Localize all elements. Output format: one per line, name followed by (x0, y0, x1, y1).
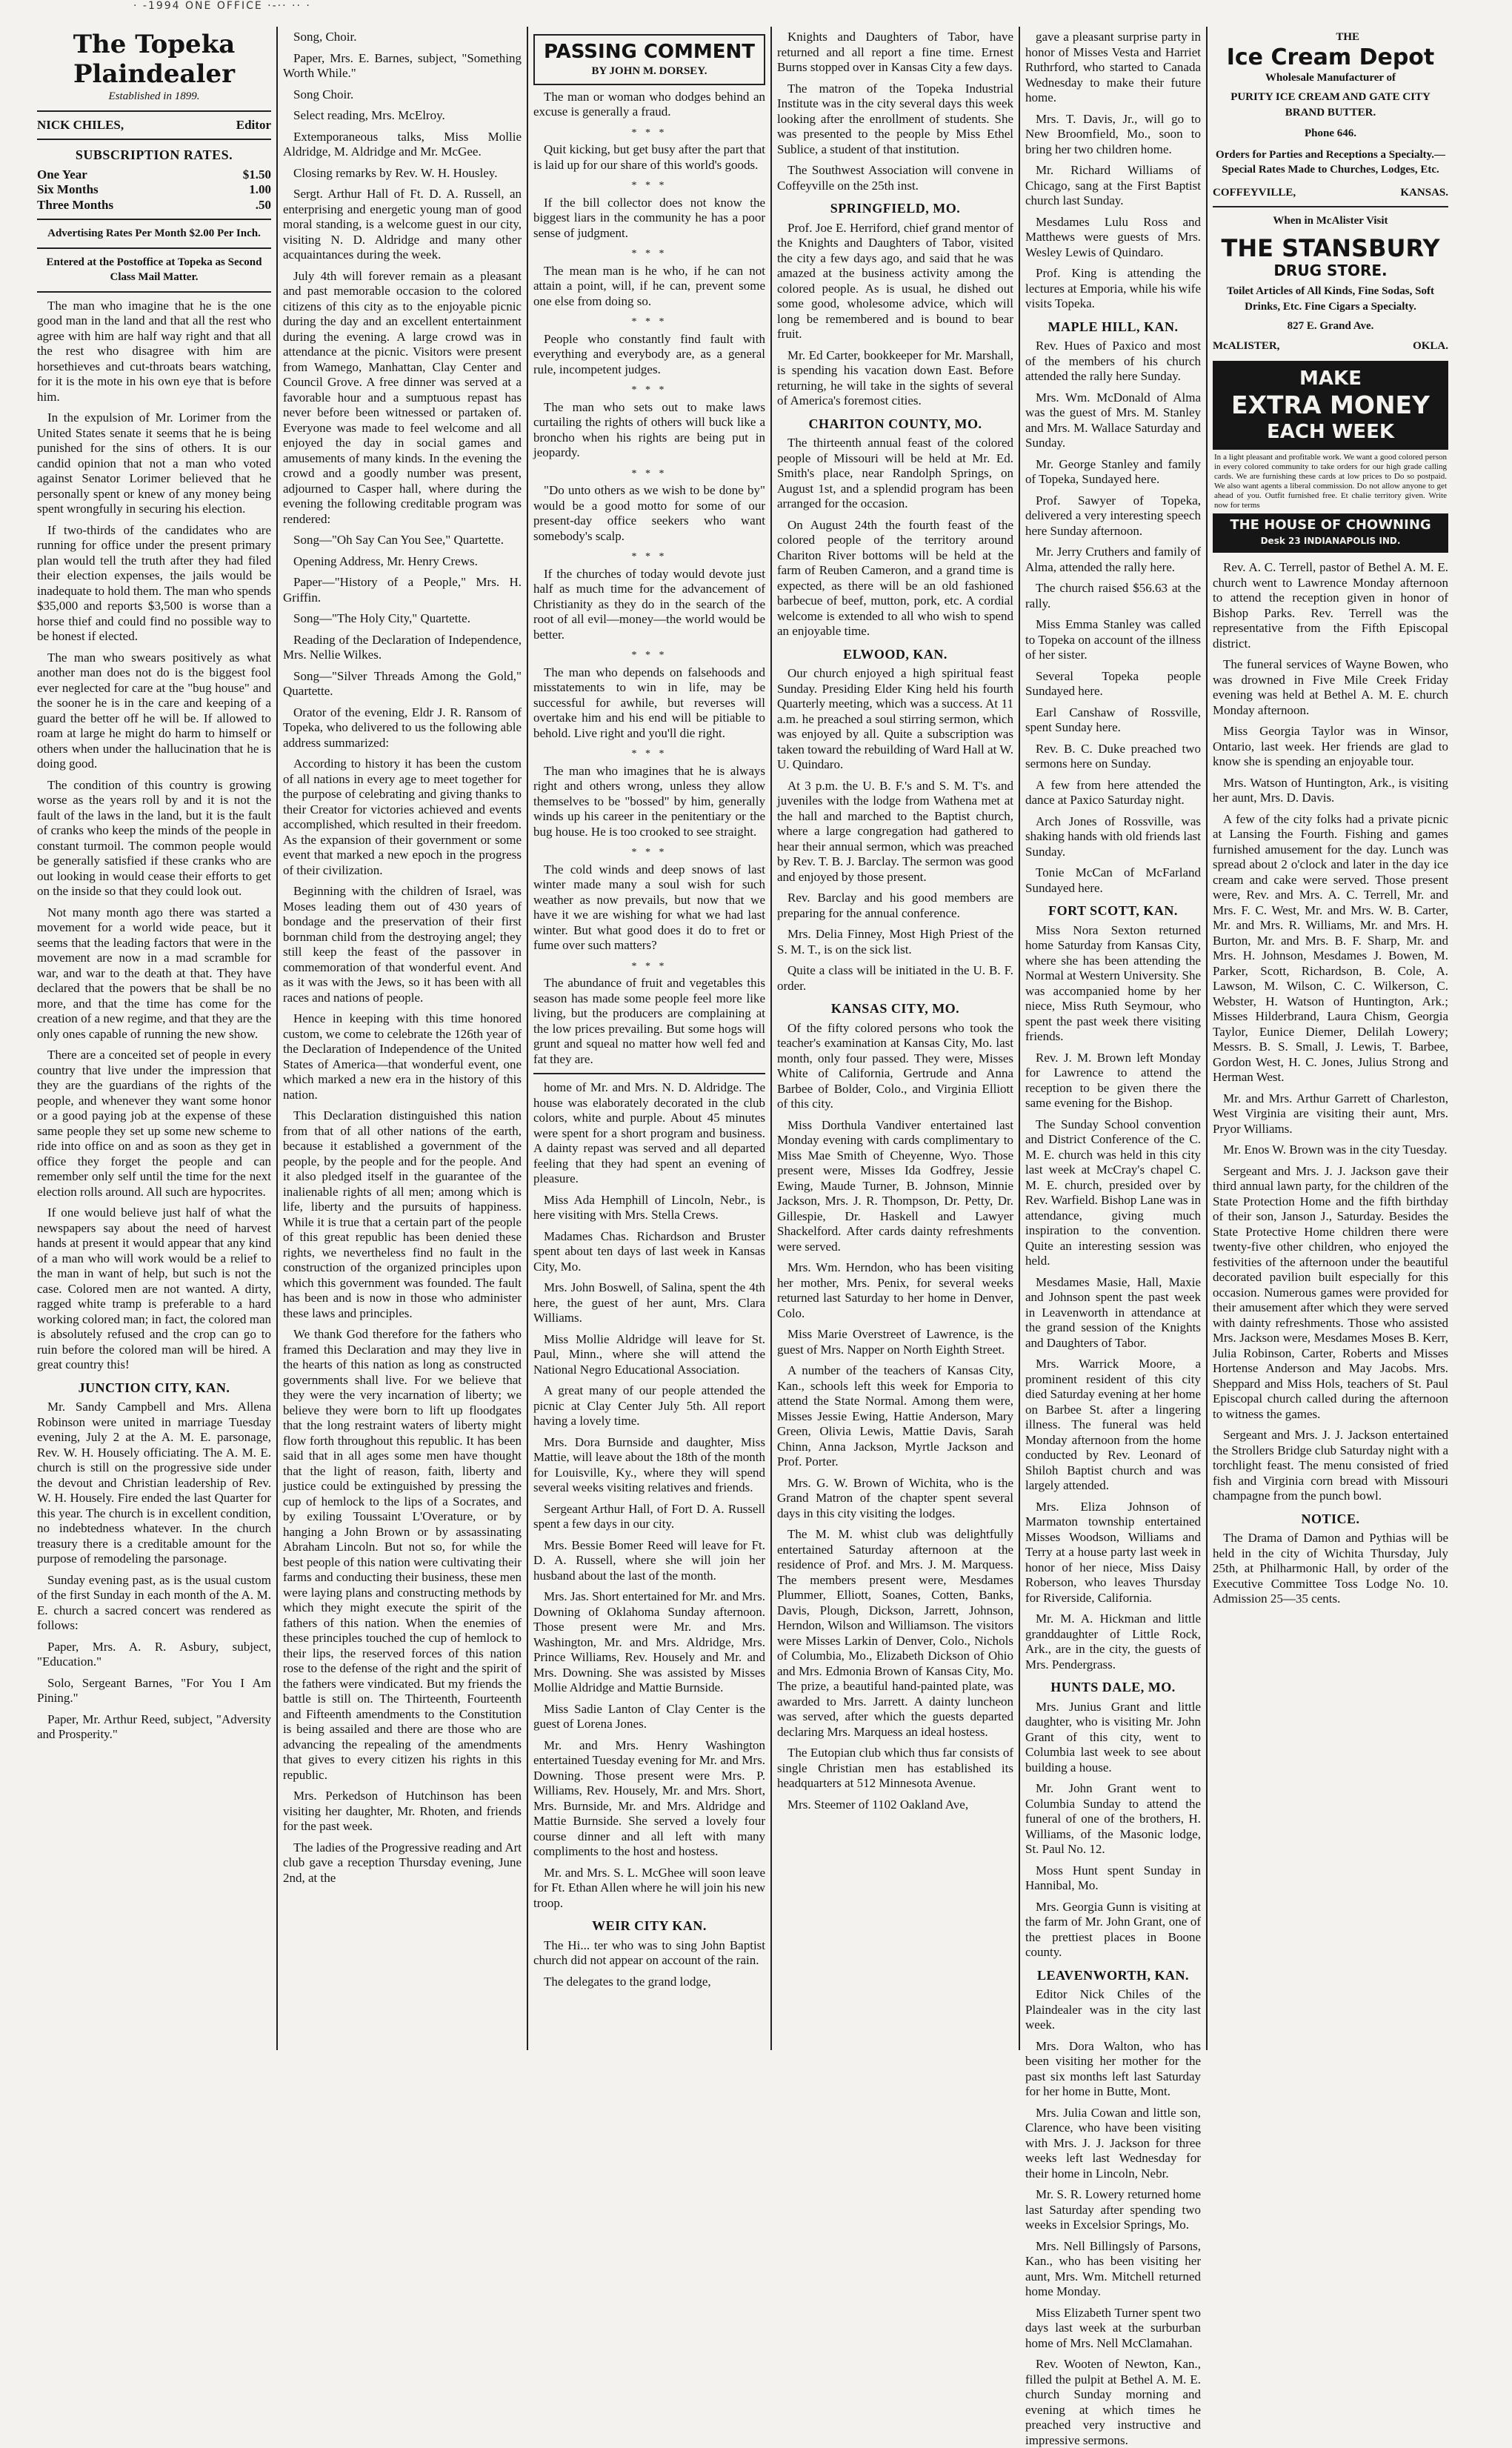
comment-paragraph: The mean man is he who, if he can not attain a point, will, if he can, prevent some one else from doing so. (533, 264, 765, 310)
paragraph: Sergt. Arthur Hall of Ft. D. A. Russell, an enterprising and energetic young man of good moral standing, is a welcome guest in our city, visiting N. D. Aldridge and many other acquaintances during the week. (283, 187, 522, 263)
subscription-rates-heading: SUBSCRIPTION RATES. (37, 147, 271, 163)
paragraph: Mrs. Wm. McDonald of Alma was the guest of Mrs. M. Stanley and Mrs. M. Wallace Saturday and Sunday. (1025, 390, 1201, 451)
section-heading: LEAVENWORTH, KAN. (1025, 1968, 1201, 1983)
paragraph: The M. M. whist club was delightfully entertained Saturday afternoon at the residence of Prof. and Mrs. J. M. Marquess. The members present were, Mesdames Plummer, Elliott, Soanes, Cotten, Banks, Davis, Plough, Dickson, Jarrett, Johnson, Herndon, Wilson and Williamson. The visitors were Misses Larkin of Denver, Colo., Nichols of Columbia, Mo., Elizabeth Dickson of Ohio and Mrs. Edmonia Brown of Kansas City, Mo. The prize, a beautiful hand-painted plate, was awarded to Mrs. Jarrett. A dainty luncheon was served, after which the guests departed declaring Mrs. Marquess an ideal hostess. (777, 1527, 1013, 1740)
notice-text: The Drama of Damon and Pythias will be held in the city of Wichita Thursday, July 25th, at Philharmonic Hall, by order of the Executive Committee Toss Lodge No. 10. Admission 25—35 cents. (1213, 1531, 1448, 1607)
paragraph: We thank God therefore for the fathers who framed this Declaration and may they live in the hearts of this nation as long as constructed governments shall live. For we believe that they were the very incarnation of liberty; we believe they were born to lift up floodgates that the long restraint waters of liberty might flow forth throughout this republic. It has been said that in all ages some men have thought that the light of reason, faith, liberty and justice could be extinguished by pressing the cup of hemlock to the lips of a Socrates, and by exiling Toussaint L'Overature, or by hanging a John Brown or by assassinating Abraham Lincoln. But not so, for while the best people of this nation were cultivating their farms and conducting their business, these men were laying plans and constructing methods by which they might execute the spirit of the fathers of this nation. When the enemies of these principles touched the cup of hemlock to their lips, the reserved forces of this nation rose to the defense of the right and the spirit of the fathers were vindicated. But my friends the battle is still on. The Thirteenth, Fourteenth and Fifteenth amendments to the Constitution is being assailed and there are those who are advancing the repealing of the amendments that gives to every citizen his rights in this republic. (283, 1327, 522, 1783)
paragraph: If two-thirds of the candidates who are running for office under the present primary plan would tell the truth after they had filed their election expenses, the jails would be inadequate to hold them. The man who spends $35,000 and reports $3,500 is worse than a horse thief and could find no possible way to be honest if elected. (37, 523, 271, 645)
paragraph: The ladies of the Progressive reading and Art club gave a reception Thursday evening, June 2nd, at the (283, 1840, 522, 1886)
paragraph: Tonie McCan of McFarland Sundayed here. (1025, 865, 1201, 896)
comment-paragraph: The abundance of fruit and vegetables this season has made some people feel more like living, but the producers are complaining at the low prices prevailing. But some hogs will grunt and squeal no matter how well fed and fat they are. (533, 976, 765, 1067)
chowning-fine-print: In a light pleasant and profitable work. We want a good colored person in every colored community to take orders for our high grade calling cards. We are furnishing these cards at low prices to Do so postpaid. We also want agents a liberal commission. Do not allow anyone to get ahead of you. Outfit furnished free. Et chalie territory given. Write now for terms (1213, 450, 1448, 513)
paragraph: Rev. B. C. Duke preached two sermons here on Sunday. (1025, 742, 1201, 772)
comment-paragraph: The man who sets out to make laws curtailing the rights of others will buck like a broncho when his rights are being put in jeopardy. (533, 400, 765, 461)
paragraph: Rev. A. C. Terrell, pastor of Bethel A. M. E. church went to Lawrence Monday afternoon to attend the reception given in honor of Bishop Parks. Rev. Terrell was the representative from the Fifth Episcopal district. (1213, 560, 1448, 651)
paragraph: The matron of the Topeka Industrial Institute was in the city several days this week looking after the enrollment of students. She was presented to the people by Miss Ethel Sublice, a student of that institution. (777, 82, 1013, 158)
paragraph: Mrs. Dora Burnside and daughter, Miss Mattie, will leave about the 18th of the month for Louisville, Ky., where they will spend several weeks visiting relatives and friends. (533, 1435, 765, 1496)
section-heading: HUNTS DALE, MO. (1025, 1680, 1201, 1695)
paragraph: Editor Nick Chiles of the Plaindealer was in the city last week. (1025, 1987, 1201, 2033)
paragraph: Mrs. Wm. Herndon, who has been visiting her mother, Mrs. Penix, for several weeks returned last Saturday to her home in Denver, Colo. (777, 1260, 1013, 1321)
paragraph: The Hi... ter who was to sing John Baptist church did not appear on account of the rain. (533, 1938, 765, 1969)
ice-cream-depot-title: Ice Cream Depot (1213, 45, 1448, 70)
regional-news (777, 201, 1013, 1812)
chowning-headline: EXTRA MONEY (1217, 390, 1444, 420)
section-heading: SPRINGFIELD, MO. (777, 201, 1013, 216)
column-6 (1213, 30, 1448, 2047)
junction-city-news (37, 1400, 271, 1743)
paragraph: On August 24th the fourth feast of the colored people of the territory around Chariton River bottoms will be held at the farm of Reuben Cameron, and a grand time is expected, as there will be an old fashioned barbecue of beef, mutton, pork, etc. A cordial welcome is extended to all who wish to spend an enjoyable time. (777, 518, 1013, 639)
paragraph: Song, Choir. (283, 30, 522, 45)
paragraph: The thirteenth annual feast of the colored people of Missouri will be held at Mr. Ed. Smith's place, near Randolph Springs, on August 1st, and a splendid program has been arranged for the occasion. (777, 436, 1013, 512)
rate-price: .50 (256, 198, 271, 213)
paragraph: Paper, Mrs. A. R. Asbury, subject, "Education." (37, 1640, 271, 1670)
editorial-paragraphs (37, 299, 271, 1373)
paragraph: Moss Hunt spent Sunday in Hannibal, Mo. (1025, 1863, 1201, 1894)
stansbury-subtitle: DRUG STORE. (1213, 263, 1448, 279)
paragraph: Mrs. G. W. Brown of Wichita, who is the Grand Matron of the chapter spent several days in this city visiting the lodges. (777, 1476, 1013, 1522)
rate-price: 1.00 (249, 182, 271, 198)
top-strip: · -1994 ONE OFFICE ·-·· ·· · (0, 0, 1512, 21)
paragraph: Rev. Barclay and his good members are preparing for the annual conference. (777, 891, 1013, 921)
star-separator: * * * (533, 648, 765, 664)
paragraph: Rev. J. M. Brown left Monday for Lawrence to attend the reception to be given there the same evening for the Bishop. (1025, 1051, 1201, 1111)
comment-paragraph: "Do unto others as we wish to be done by" would be a good motto for some of our present-day office seekers who want somebody's scalp. (533, 483, 765, 544)
editor-role: Editor (236, 118, 271, 133)
paragraph: Song—"Oh Say Can You See," Quartette. (283, 533, 522, 548)
chowning-footer (1213, 513, 1448, 553)
paragraph: Mrs. Junius Grant and little daughter, who is visiting Mr. John Grant of this city, went to Columbia last week to see about building a house. (1025, 1700, 1201, 1776)
paragraph: Madames Chas. Richardson and Bruster spent about ten days of last week in Kansas City, Mo. (533, 1229, 765, 1275)
section-heading: JUNCTION CITY, KAN. (37, 1380, 271, 1396)
paragraph: Song—"The Holy City," Quartette. (283, 611, 522, 627)
paragraph: Several Topeka people Sundayed here. (1025, 669, 1201, 699)
stansbury-goods: Toilet Articles of All Kinds, Fine Sodas, Soft Drinks, Etc. Fine Cigars a Specialty. (1213, 284, 1448, 314)
star-separator: * * * (533, 315, 765, 330)
paragraph: Song Choir. (283, 87, 522, 103)
paragraph: Mr. George Stanley and family of Topeka, Sundayed here. (1025, 457, 1201, 488)
rate-term: Six Months (37, 182, 99, 198)
paragraph: Miss Georgia Taylor was in Winsor, Ontario, last week. Her friends are glad to know she is spending an enjoyable tour. (1213, 724, 1448, 770)
paragraph: Not many month ago there was started a movement for a world wide peace, but it seems that the leading factors that were in the movement are now in a mad scramble for war, and war to the death at that. They have declared that the powers that be shall be no more, and that the time has come for the creation of a new regime, and that they are the only ones capable of running the new show. (37, 905, 271, 1042)
column-rule (276, 27, 278, 2050)
paragraph: Beginning with the children of Israel, was Moses leading them out of 430 years of bondage and the preservation of their first bornman child from the destroying angel; they still keep the feast of the passover in commemoration of that wonderful event. And as it was with the Jews, so it has been with all races and nations of people. (283, 884, 522, 1005)
paragraph: Mrs. John Boswell, of Salina, spent the 4th here, the guest of her aunt, Mrs. Clara Williams. (533, 1280, 765, 1326)
editor-name: NICK CHILES, (37, 118, 124, 133)
star-separator: * * * (533, 845, 765, 861)
paragraph: Mr. Richard Williams of Chicago, sang at the First Baptist church last Sunday. (1025, 163, 1201, 209)
paragraph: The Southwest Association will convene in Coffeyville on the 25th inst. (777, 163, 1013, 193)
paragraph: Song—"Silver Threads Among the Gold," Quartette. (283, 669, 522, 699)
comment-paragraphs (533, 90, 765, 1068)
paragraph: Miss Dorthula Vandiver entertained last Monday evening with cards complimentary to Miss Mae Smith of Cheyenne, Wyo. Those present were, Misses Ida Godfrey, Jessie Ewing, Maude Turner, B. Johnson, Minnie Jackson, Mrs. J. R. Thompson, Dr. Petty, Dr. Gillespie, Dr. Haskell and Lawyer Shackelford. After cards dainty refreshments were served. (777, 1118, 1013, 1255)
paragraph: At 3 p.m. the U. B. F.'s and S. M. T's. and juveniles with the lodge from Wathena met at the hall and marched to the Baptist church, where a large congregation had gathered to hear their annual sermon, which was preached by Rev. T. B. J. Barclay. The sermon was good and enjoyed by those present. (777, 779, 1013, 885)
section-heading: KANSAS CITY, MO. (777, 1001, 1013, 1017)
paragraph: Mr. and Mrs. S. L. McGhee will soon leave for Ft. Ethan Allen where he will join his new troop. (533, 1866, 765, 1912)
established-line: Established in 1899. (37, 89, 271, 104)
paragraph: A few of the city folks had a private picnic at Lansing the Fourth. Fishing and games furnished amusement for the day. Lunch was spread about 2 o'clock and later in the day ice cream and cake were served. Those present were, Rev. and Mrs. A. C. Terrell, Mr. and Mrs. F. C. West, Mr. and Mrs. W. B. Carter, Mr. and Mrs. R. Williams, Mr. and Mrs. H. Burton, Mr. and Mrs. B. F. Sharp, Mr. and Mrs. H. Johnson, Mesdames J. Bowen, M. Parker, Scott, Richardson, B. Cole, A. Lawson, M. Wilson, C. C. Wilkerson, C. Webster, H. Watson of Huntington, Ark.; Misses Hilderbrand, Laura Chism, Georgia Taylor, Eunice Diemer, Delilah Lowery; Messrs. B. S. Small, J. Lewis, T. Barbee, Gordon West, H. C. Jones, Julius Strong and Herman West. (1213, 812, 1448, 1085)
paragraph: Quite a class will be initiated in the U. B. F. order. (777, 963, 1013, 994)
comment-paragraph: Quit kicking, but get busy after the part that is laid up for our share of this world's goods. (533, 142, 765, 173)
paragraph: Mr. M. A. Hickman and little granddaughter of Little Rock, Ark., are in the city, the guests of Mrs. Pendergrass. (1025, 1612, 1201, 1672)
paragraph: Mrs. T. Davis, Jr., will go to New Broomfield, Mo., soon to bring her two children home. (1025, 112, 1201, 158)
paragraph: The Eutopian club which thus far consists of single Christian men has established its headquarters at 512 Minnesota Avenue. (777, 1746, 1013, 1792)
paragraph: Opening Address, Mr. Henry Crews. (283, 554, 522, 570)
rate-row (37, 198, 271, 213)
paragraph: Prof. Joe E. Herriford, chief grand mentor of the Knights and Daughters of Tabor, visited the city a few days ago, and said that he was amazed at the business activity among the colored people. As is usual, he dished out some good, wholesome advice, which will long be remembered and is bound to bear fruit. (777, 221, 1013, 342)
paragraph: Our church enjoyed a high spiritual feast Sunday. Presiding Elder King held his fourth Quarterly meeting, which was a success. At 11 a.m. he preached a soul stirring sermon, which was enjoyed by all. Quite a subscription was taken toward the rebuilding of Ward Hall at W. U. Quindaro. (777, 666, 1013, 773)
ad-state: KANSAS. (1400, 185, 1448, 201)
paragraph: Miss Marie Overstreet of Lawrence, is the guest of Mrs. Napper on North Eighth Street. (777, 1327, 1013, 1357)
star-separator: * * * (533, 959, 765, 975)
regional-news (1025, 319, 1201, 2448)
local-news (533, 1080, 765, 1911)
ad-intro: When in McAlister Visit (1213, 213, 1448, 229)
paragraph: Mr. S. R. Lowery returned home last Saturday after spending two weeks in Excelsior Springs, Mo. (1025, 2187, 1201, 2233)
comment-paragraph: The man who depends on falsehoods and misstatements to win in life, may be successful for awhile, but reverses will overtake him and his end will be pitiable to behold. Live right and you'll die right. (533, 665, 765, 742)
paragraph: Extemporaneous talks, Miss Mollie Aldridge, M. Aldridge and Mr. McGee. (283, 130, 522, 160)
advertising-rates: Advertising Rates Per Month $2.00 Per Inch. (37, 226, 271, 242)
intro-paragraphs (777, 30, 1013, 193)
paragraph: Arch Jones of Rossville, was shaking hands with old friends last Sunday. (1025, 814, 1201, 860)
star-separator: * * * (533, 467, 765, 482)
section-heading: ELWOOD, KAN. (777, 647, 1013, 662)
paragraph: A number of the teachers of Kansas City, Kan., schools left this week for Emporia to attend the State Normal. Among them were, Misses Jessie Ewing, Hattie Anderson, Mary Green, Olivia Lewis, Mattie Davis, Sarah Chinn, Anna Jackson, Myrtle Jackson and Prof. Porter. (777, 1363, 1013, 1470)
comment-paragraph: The cold winds and deep snows of last winter made many a soul wish for such weather as now prevails, but now that we have it we are wishing for what we had last winter. But what good does it do to fret or fume over such matters? (533, 862, 765, 954)
ad-city: COFFEYVILLE, (1213, 185, 1296, 201)
section-heading: WEIR CITY KAN. (533, 1918, 765, 1934)
paragraph: Rev. Hues of Paxico and most of the members of his church attended the rally here Sunday. (1025, 339, 1201, 385)
paragraph: July 4th will forever remain as a pleasant and past memorable occasion to the colored citizens of this city as to the enjoyable picnic during the day and an excellent entertainment during the evening. A large crowd was in attendance at the picnic. Visitors were present from Wamego, Manhattan, Clay Center and Council Grove. A free dinner was served at a favorable hour and a sumptuous repast has never before been witnessed or partaken of. Everyone was made to feel welcome and all enjoyed the day in social games and amusements of many kinds. In the evening the crowd and a goodly number was present, adjourned to Casper hall, where during the evening the following creditable program was rendered: (283, 269, 522, 528)
paragraph: Earl Canshaw of Rossville, spent Sunday here. (1025, 705, 1201, 736)
paragraph: Miss Sadie Lanton of Clay Center is the guest of Lorena Jones. (533, 1702, 765, 1732)
chowning-address: Desk 23 INDIANAPOLIS IND. (1217, 533, 1444, 549)
paragraph: Reading of the Declaration of Independence, Mrs. Nellie Wilkes. (283, 633, 522, 663)
passing-comment-box (533, 34, 765, 85)
paragraph: The Sunday School convention and District Conference of the C. M. E. church was held in this city last week at McCray's chapel C. M. E. church, presided over by Rev. Warfield. Bishop Lane was in attendance, giving much inspiration to the convention. Quite an interesting session was held. (1025, 1117, 1201, 1269)
paragraph: Prof. Sawyer of Topeka, delivered a very interesting speech here Sunday afternoon. (1025, 493, 1201, 539)
paragraph: Miss Mollie Aldridge will leave for St. Paul, Minn., where she will attend the National Negro Educational Association. (533, 1332, 765, 1378)
paragraph: Closing remarks by Rev. W. H. Housley. (283, 166, 522, 182)
paragraph: Select reading, Mrs. McElroy. (283, 108, 522, 124)
rate-term: One Year (37, 167, 87, 183)
chowning-each-week: EACH WEEK (1217, 420, 1444, 444)
paragraph: Miss Emma Stanley was called to Topeka on account of the illness of her sister. (1025, 617, 1201, 663)
rates-table (37, 167, 271, 213)
paragraph: Mesdames Lulu Ross and Matthews were guests of Mrs. Wesley Lewis of Quindaro. (1025, 215, 1201, 261)
stansbury-address: 827 E. Grand Ave. (1213, 319, 1448, 334)
paragraph: Miss Nora Sexton returned home Saturday from Kansas City, where she has been attending the Normal at Western University. She was accompanied home by her niece, Miss Ruth Seymour, who spent the past week there visiting friends. (1025, 923, 1201, 1045)
star-separator: * * * (533, 247, 765, 262)
ad-products: PURITY ICE CREAM AND GATE CITY BRAND BUTTER. (1213, 90, 1448, 120)
column-3 (533, 30, 765, 2047)
paragraph: Sunday evening past, as is the usual custom of the first Sunday in each month of the A. M. E. church a sacred concert was rendered as follows: (37, 1573, 271, 1634)
section-heading: FORT SCOTT, KAN. (1025, 903, 1201, 919)
passing-comment-byline: BY JOHN M. DORSEY. (541, 64, 758, 79)
comment-paragraph: If the bill collector does not know the biggest liars in the community he has a poor sense of judgment. (533, 196, 765, 242)
rate-row (37, 182, 271, 198)
rate-term: Three Months (37, 198, 113, 213)
paragraph: Knights and Daughters of Tabor, have returned and all report a fine time. Ernest Burns stopped over in Kansas City a few days. (777, 30, 1013, 76)
paragraph: Mr. Enos W. Brown was in the city Tuesday. (1213, 1142, 1448, 1158)
paragraph: Mrs. Steemer of 1102 Oakland Ave, (777, 1797, 1013, 1813)
paragraph: Mrs. Watson of Huntington, Ark., is visiting her aunt, Mrs. D. Davis. (1213, 776, 1448, 806)
paragraph: According to history it has been the custom of all nations in every age to meet together for the purpose of celebrating and giving thanks to their Creator for victories achieved and events accomplished, which resulted in their freedom. As the expansion of their government or some event that marked a new epoch in the progress of their civilization. (283, 756, 522, 878)
ad-phone: Phone 646. (1213, 126, 1448, 142)
paragraph: Sergeant Arthur Hall, of Fort D. A. Russell spent a few days in our city. (533, 1502, 765, 1532)
chowning-ad (1213, 361, 1448, 450)
column-rule (527, 27, 528, 2050)
paragraph: Sergeant and Mrs. J. J. Jackson entertained the Strollers Bridge club Saturday night with a torchlight feast. The menu consisted of fried fish and Virginia corn bread with Missouri champagne from the punch bowl. (1213, 1428, 1448, 1504)
paragraph: Mrs. Warrick Moore, a prominent resident of this city died Saturday evening at her home on Barbee St. after a lingering illness. The funeral was held Monday afternoon from the home conducted by Rev. Leonard of Shiloh Baptist church and was largely attended. (1025, 1357, 1201, 1494)
star-separator: * * * (533, 550, 765, 565)
stansbury-drug-ad (1213, 213, 1448, 353)
column-rule (1019, 27, 1020, 2050)
paragraph: A great many of our people attended the picnic at Clay Center July 5th. All report having a lovely time. (533, 1383, 765, 1429)
paragraph: The funeral services of Wayne Bowen, who was drowned in Five Mile Creek Friday evening was held at Bethel A. M. E. church Monday afternoon. (1213, 657, 1448, 718)
paragraph: The delegates to the grand lodge, (533, 1975, 765, 1990)
comment-paragraph: The man or woman who dodges behind an excuse is generally a fraud. (533, 90, 765, 120)
comment-paragraph: People who constantly find fault with everything and everybody are, as a general rule, incompetent judges. (533, 332, 765, 378)
paragraph: Paper, Mr. Arthur Reed, subject, "Adversity and Prosperity." (37, 1712, 271, 1743)
paragraph: Mrs. Dora Walton, who has been visiting her mother for the past six months left last Saturday for her home in Butte, Mont. (1025, 2039, 1201, 2100)
paragraph: The man who swears positively as what another man does not do is the biggest fool ever neglected for care at the "bug house" and the sooner he is in the care and keeping of a guard the better off he will be. If allowed to roam at large he might do harm to himself or others when under the hallucination that he is doing good. (37, 651, 271, 772)
paragraph: Solo, Sergeant Barnes, "For You I Am Pining." (37, 1676, 271, 1706)
column-rule (1206, 27, 1208, 2050)
paragraph: Mr. Sandy Campbell and Mrs. Allena Robinson were united in marriage Tuesday evening, July 2 at the A. M. E. parsonage, Rev. W. H. Housely officiating. The A. M. E. church is still on the progressive side under the devout and Christian leadership of Rev. W. H. Housely. Fire ended the last Quarter for this year. The church is in excellent condition, no indebtedness whatever. In the church treasury there is a creditable amount for the purpose of remodeling the parsonage. (37, 1400, 271, 1567)
ad-city: McALISTER, (1213, 339, 1279, 354)
july-fourth-report (283, 30, 522, 1886)
stansbury-title: THE STANSBURY (1213, 233, 1448, 263)
paragraph: Mrs. Eliza Johnson of Marmaton township entertained Misses Woodson, Williams and Terry at a house party last week in honor of her niece, Miss Daisy Roberson, who leaves Thursday for Riverside, California. (1025, 1500, 1201, 1606)
ad-subtitle: Wholesale Manufacturer of (1213, 70, 1448, 86)
masthead-title: The Topeka Plaindealer (37, 30, 271, 89)
paragraph: Mrs. Delia Finney, Most High Priest of the S. M. T., is on the sick list. (777, 927, 1013, 957)
paragraph: A few from here attended the dance at Paxico Saturday night. (1025, 778, 1201, 808)
star-separator: * * * (533, 179, 765, 194)
paragraph: Rev. Wooten of Newton, Kan., filled the pulpit at Bethel A. M. E. church Sunday morning and evening at which times he preached very instructive and impressive sermons. (1025, 2357, 1201, 2448)
column-5 (1025, 30, 1201, 2047)
paragraph: Mesdames Masie, Hall, Maxie and Johnson spent the past week in Leavenworth in attendance at the grand session of the Knights and Daughters of Tabor. (1025, 1275, 1201, 1351)
rate-row (37, 167, 271, 183)
paragraph: The man who imagine that he is the one good man in the land and that all the rest who agree with him are half way right and that all the rest who disagree with him are horsethieves and cut-throats bears watching, for it is the mote in his own eye that is before him. (37, 299, 271, 405)
paragraph: Prof. King is attending the lectures at Emporia, while his wife visits Topeka. (1025, 266, 1201, 312)
paragraph: Mr. John Grant went to Columbia Sunday to attend the funeral of one of the brothers, H. Williams, of the Masonic lodge, St. Paul No. 12. (1025, 1781, 1201, 1857)
ice-cream-depot-ad (1213, 30, 1448, 200)
section-heading: MAPLE HILL, KAN. (1025, 319, 1201, 335)
paragraph: Miss Elizabeth Turner spent two days last week at the surburban home of Mrs. Nell McClamahan. (1025, 2306, 1201, 2352)
chowning-house: THE HOUSE OF CHOWNING (1217, 518, 1444, 533)
paragraph: gave a pleasant surprise party in honor of Misses Vesta and Harriet Ruthrford, who started to Canada Wednesday to make their future home. (1025, 30, 1201, 106)
paragraph: Mr. and Mrs. Arthur Garrett of Charleston, West Virginia are visiting their aunt, Mrs. Pryor Williams. (1213, 1091, 1448, 1137)
local-news (1213, 560, 1448, 1504)
paragraph: In the expulsion of Mr. Lorimer from the United States senate it seems that he is being punished for the sins of others. It is our candid opinion that not a man who voted against Senator Lorimer believed that he personally spent or knew of any money being spent wrongfully in securing his election. (37, 410, 271, 517)
column-rule (770, 27, 772, 2050)
passing-comment-title: PASSING COMMENT (541, 40, 758, 64)
ad-orders: Orders for Parties and Receptions a Specialty.—Special Rates Made to Churches, Lodges, Etc. (1213, 147, 1448, 178)
rate-price: $1.50 (243, 167, 271, 183)
paragraph: The church raised $56.63 at the rally. (1025, 581, 1201, 611)
paragraph: Mrs. Georgia Gunn is visiting at the farm of Mr. John Grant, one of the prettiest places in Boone county. (1025, 1900, 1201, 1960)
entered-notice: Entered at the Postoffice at Topeka as Second Class Mail Matter. (37, 255, 271, 285)
section-heading: CHARITON COUNTY, MO. (777, 416, 1013, 432)
ad-small-title: THE (1213, 30, 1448, 45)
paragraph: Paper, Mrs. E. Barnes, subject, "Something Worth While." (283, 51, 522, 82)
paragraph: home of Mr. and Mrs. N. D. Aldridge. The house was elaborately decorated in the club colors, white and purple. About 45 minutes were spent for a short program and business. A dainty repast was served and all departed feeling that they had spent an evening of pleasure. (533, 1080, 765, 1187)
column-2 (283, 30, 522, 2047)
paragraph: Mr. Jerry Cruthers and family of Alma, attended the rally here. (1025, 545, 1201, 575)
paragraph: Mr. Ed Carter, bookkeeper for Mr. Marshall, is spending his vacation down East. Before returning, he will take in the sights of several of America's foremost cities. (777, 348, 1013, 409)
paragraph: Of the fifty colored persons who took the teacher's examination at Kansas City, Mo. last month, only four passed. They were, Misses White of California, Gertrude and Anna Barbee of Bolder, Colo., and Virginia Elliott of this city. (777, 1021, 1013, 1112)
star-separator: * * * (533, 126, 765, 142)
paragraph: Orator of the evening, Eldr J. R. Ransom of Topeka, who delivered to us the following able address summarized: (283, 705, 522, 751)
paragraph: Mrs. Nell Billingsly of Parsons, Kan., who has been visiting her aunt, Mrs. Wm. Mitchell returned home Monday. (1025, 2239, 1201, 2300)
paragraph: Hence in keeping with this time honored custom, we come to celebrate the 126th year of the Declaration of Independence of the United States of America—that wonderful event, one which marked a new era in the history of this nation. (283, 1011, 522, 1102)
paragraph: Mr. and Mrs. Henry Washington entertained Tuesday evening for Mr. and Mrs. Downing. Those present were Mrs. P. Williams, Rev. Housely, Mr. and Mrs. Short, Mrs. Burnside, Mr. and Mrs. Aldridge and Mattie Burnside. She served a lovely four course dinner and all left with many compliments to the host and hostess. (533, 1738, 765, 1860)
paragraph: The condition of this country is growing worse as the years roll by and it is not the fault of the laws in the land, but it is the fault of cranks who keep the minds of the people in constant turmoil. The common people would be generally satisfied if these cranks who are out looking in would cease their efforts to get on the inside so that they could look out. (37, 778, 271, 899)
paragraph: If one would believe just half of what the newspapers say about the need of harvest hands at present it would appear that any kind of a man who will work would be a relief to the man in want of help, but such is not the case. Colored men are not wanted. A dirty, ragged white tramp is preferable to a hard working colored man; in fact, the colored man is absolutely refused and the crop can go to ruin before the colored man will be hired. A great country this! (37, 1205, 271, 1373)
paragraph: Mrs. Perkedson of Hutchinson has been visiting her daughter, Mr. Rhoten, and friends for the past week. (283, 1789, 522, 1835)
paragraph: Mrs. Bessie Bomer Reed will leave for Ft. D. A. Russell, where she will join her husband about the last of the month. (533, 1538, 765, 1584)
paragraph: There are a conceited set of people in every country that live under the impression that they are the guardians of the rights of the people, and whenever they want some honor or a good paying job at the expense of these same people they set up some new scheme to ride into office on and as soon as they get in office they forget the people and can remember only self until the time for the next election rolls around. All such are hypocrites. (37, 1048, 271, 1200)
intro-paragraphs (1025, 30, 1201, 312)
star-separator: * * * (533, 383, 765, 399)
paragraph: This Declaration distinguished this nation from that of all other nations of the earth, because it established a government of the people, by the people and for the people. And it also pledged itself in the guarantee of the inalienable rights of all men; among which is life, liberty and the pursuits of happiness. While it is true that a certain part of the people of this great republic has been denied these rights, we nevertheless find no fault in the construction of the organized principles upon which this government was founded. The fault has been and is now in those who administer these laws and principles. (283, 1108, 522, 1321)
comment-paragraph: If the churches of today would devote just half as much time for the advancement of Christianity as they do in the search of the root of all evil—money—the world would be better. (533, 567, 765, 643)
notice-heading: NOTICE. (1213, 1511, 1448, 1527)
paragraph: Mrs. Jas. Short entertained for Mr. and Mrs. Downing of Oklahoma Sunday afternoon. Those present were Mr. and Mrs. Washington, Mr. and Mrs. Aldridge, Mrs. Prince Williams, Rev. Housely and Mr. and Mrs. Downing. She was assisted by Misses Mollie Aldridge and Mattie Burnside. (533, 1589, 765, 1696)
paragraph: Mrs. Julia Cowan and little son, Clarence, who have been visiting with Mrs. J. J. Jackson for three weeks left last Wednesday for their home in Lincoln, Nebr. (1025, 2106, 1201, 2182)
chowning-make: MAKE (1217, 367, 1444, 390)
star-separator: * * * (533, 747, 765, 762)
column-1 (37, 30, 271, 2047)
ad-state: OKLA. (1413, 339, 1448, 354)
paragraph: Miss Ada Hemphill of Lincoln, Nebr., is here visiting with Mrs. Stella Crews. (533, 1193, 765, 1223)
paragraph: Sergeant and Mrs. J. J. Jackson gave their third annual lawn party, for the children of the State Protection Home and the fifth birthday of their son, Janson J., Saturday. Besides the State Protective Home children there were twenty-five other children, who enjoyed the festivities of the afternoon under the beautiful decorated pavilion built especially for this occasion. Numerous games were provided for their amusement after which they were served with dainty refreshments. Those who assisted Mrs. Jackson were, Mesdames Moses B. Kerr, Julia Robinson, Carter, Roberts and Misses Hortense Anderson and May Jacobs. Mrs. Sheppard and Miss Hols, teachers of St. Paul Episcopal church called during the afternoon to witness the games. (1213, 1164, 1448, 1423)
paragraph: Paper—"History of a People," Mrs. H. Griffin. (283, 575, 522, 605)
comment-paragraph: The man who imagines that he is always right and others wrong, unless they allow themselves to be "bossed" by him, generally winds up his career in the penitentiary or the bug house. He is too crooked to see straight. (533, 764, 765, 840)
column-4 (777, 30, 1013, 2047)
